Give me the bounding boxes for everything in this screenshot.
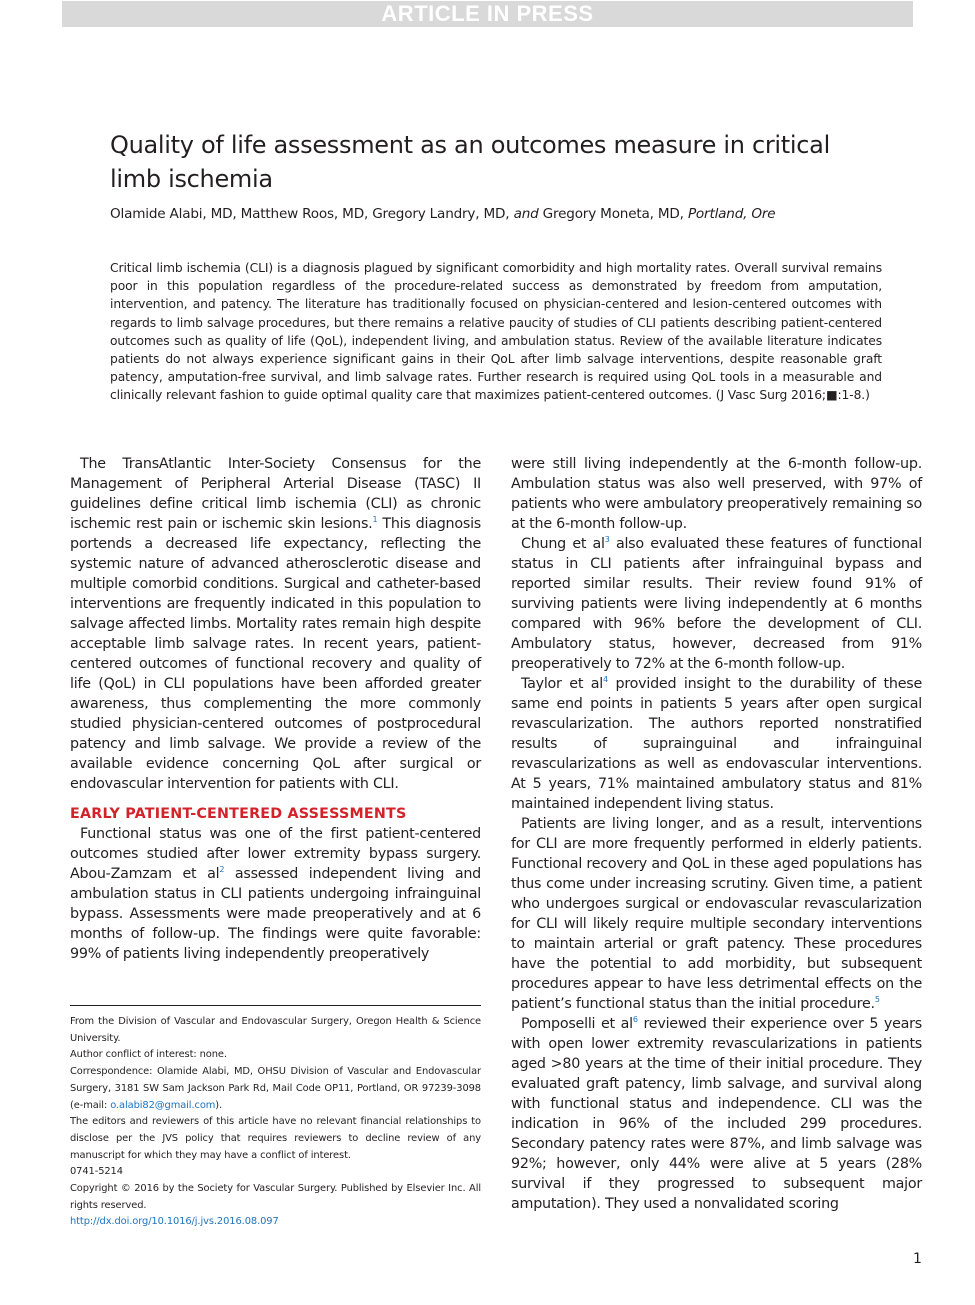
abstract: Critical limb ischemia (CLI) is a diagnosis plagued by significant comorbidity and high mortality rates. Overall survival remains poor in this population regardless of the procedure-related success as demonstrated by freedom from amputation, intervention, and patency. The literature has traditionally focused on physician-centered and lesion-centered outcomes with regards to limb salvage procedures, but there remains a relative paucity of studies of CLI patients describing patient-centered outcomes such as quality of life (QoL), independent living, and ambulation status. Review of the available literature indicates patients do not always experience significant gains in their QoL after limb salvage interventions, despite reasonable graft patency, amputation-free survival, and limb salvage rates. Further research is required using QoL tools in a measurable and clinically relevant fashion to guide optimal quality care that maximizes patient-centered outcomes. (J Vasc Surg 2016;■:1-8.)	[110, 261, 882, 403]
author-and: and	[513, 206, 539, 222]
footnote-issn: 0741-5214	[70, 1166, 123, 1178]
reference-link[interactable]: 2	[219, 865, 225, 874]
p2-text-b: assessed independent living and ambulation status in CLI patients undergoing infrainguinal bypass. Assessments were made preoperatively and at 6 months of follow-up. The findings were quite favorable: 99% of patients living independently preoperatively	[70, 866, 481, 962]
footnote-editors: The editors and reviewers of this article have no relevant financial relationships to disclose per the JVS policy that requires reviewers to decline review of any manuscript for which they may have a conflict of interest.	[70, 1116, 481, 1161]
section-heading: EARLY PATIENT-CENTERED ASSESSMENTS	[70, 806, 407, 822]
author-line	[110, 204, 910, 224]
body-paragraph	[511, 674, 922, 814]
intro-text-a: The TransAtlantic Inter-Society Consensus for the Management of Peripheral Arterial Disease (TASC) II guidelines define critical limb ischemia (CLI) as chronic ischemic rest pain or ischemic skin lesions.	[70, 456, 481, 532]
footnote-affiliation: From the Division of Vascular and Endovascular Surgery, Oregon Health & Science University.	[70, 1016, 481, 1044]
reference-link[interactable]: 4	[603, 675, 608, 684]
left-column	[70, 454, 481, 964]
body-paragraph: were still living independently at the 6-month follow-up. Ambulation status was also well preserved, with 97% of patients who were ambulatory preoperatively remaining so at the 6-month follow-up.	[511, 456, 922, 532]
intro-text-b: This diagnosis portends a decreased life expectancy, reflecting the systemic nature of advanced atherosclerotic disease and multiple comorbid conditions. Surgical and catheter-based interventions are frequently indicated in this population to salvage affected limbs. Mortality rates remain high despite acceptable limb salvage rates. In recent years, patient-centered outcomes of functional recovery and quality of life (QoL) in CLI populations have been afforded greater awareness, thus complementing the more commonly studied physician-centered outcomes of postprocedural patency and limb salvage. We provide a review of the available evidence concerning QoL after surgical or endovascular intervention for patients with CLI.	[70, 516, 481, 792]
r5-text-a: Pomposelli et al	[521, 1016, 633, 1032]
reference-link[interactable]: 3	[604, 535, 610, 544]
body-paragraph	[70, 824, 481, 964]
reference-link[interactable]: 5	[874, 995, 880, 1004]
right-column	[511, 454, 922, 1214]
email-link[interactable]: o.alabi82@gmail.com	[110, 1099, 216, 1111]
r2-text-a: Chung et al	[521, 536, 605, 552]
article-in-press-banner: ARTICLE IN PRESS	[62, 1, 913, 27]
body-paragraph	[511, 814, 922, 1014]
author-names: Olamide Alabi, MD, Matthew Roos, MD, Gregory Landry, MD,	[110, 206, 510, 222]
body-paragraph	[511, 1014, 922, 1214]
correspondence-text: Correspondence: Olamide Alabi, MD, OHSU Division of Vascular and Endovascular Surgery, 3181 SW Sam Jackson Park Rd, Mail Code OP11, Portland, OR 97239-3098 (e-mail:	[70, 1066, 481, 1111]
correspondence-end: ).	[215, 1099, 223, 1111]
r5-text-b: reviewed their experience over 5 years with open lower extremity revascularizations in patients aged >80 years at the time of their initial procedure. They evaluated graft patency, limb salvage, and survival along with functional status and independence. CLI was the indication in 96% of the included 299 procedures. Secondary patency rates were 87%, and limb salvage was 92%; however, only 44% were alive at 5 years (28% survival if they progressed to subsequent major amputation). They used a nonvalidated scoring	[511, 1016, 923, 1212]
intro-paragraph	[70, 454, 481, 794]
p2-text-a: Functional status was one of the first patient-centered outcomes studied after lower extremity bypass surgery. Abou-Zamzam et al	[70, 826, 481, 882]
footnote-divider	[70, 1005, 481, 1006]
footnotes	[70, 1014, 481, 1231]
body-paragraph	[511, 534, 922, 674]
article-title: Quality of life assessment as an outcomes measure in critical limb ischemia	[110, 131, 830, 193]
r4-text-a: Patients are living longer, and as a result, interventions for CLI are more frequently performed in elderly patients. Functional recovery and QoL in these aged populations has thus come under increasing scrutiny. Given time, a patient who undergoes surgical or endovascular revascularization for CLI will likely require multiple secondary interventions to maintain arterial or graft patency. These procedures have the potential to add morbidity, but subsequent procedures appear to have less detrimental effects on the patient’s functional status than the initial procedure.	[511, 816, 922, 1012]
footnote-conflict: Author conflict of interest: none.	[70, 1049, 227, 1061]
r3-text-b: provided insight to the durability of these same end points in patients 5 years after open surgical revascularization. The authors reported nonstratified results of suprainguinal and infrainguinal revascularizations as well as endovascular interventions. At 5 years, 71% maintained ambulatory status and 81% maintained independent living status.	[511, 676, 922, 812]
doi-link[interactable]: http://dx.doi.org/10.1016/j.jvs.2016.08.097	[70, 1216, 279, 1228]
r3-text-a: Taylor et al	[521, 676, 604, 692]
author-last: Gregory Moneta, MD,	[542, 206, 684, 222]
r2-text-b: also evaluated these features of functional status in CLI patients after infrainguinal bypass and reported similar results. Their review found 91% of surviving patients were living independently at 6 months compared with 96% before the development of CLI. Ambulatory status, however, decreased from 91% preoperatively to 72% at the 6-month follow-up.	[511, 536, 922, 672]
author-location: Portland, Ore	[687, 206, 776, 222]
reference-link[interactable]: 1	[372, 515, 378, 524]
footnote-correspondence	[70, 1064, 481, 1114]
footnote-copyright: Copyright © 2016 by the Society for Vascular Surgery. Published by Elsevier Inc. All rights reserved.	[70, 1183, 481, 1211]
page-number: 1	[913, 1251, 922, 1267]
reference-link[interactable]: 6	[632, 1015, 638, 1024]
